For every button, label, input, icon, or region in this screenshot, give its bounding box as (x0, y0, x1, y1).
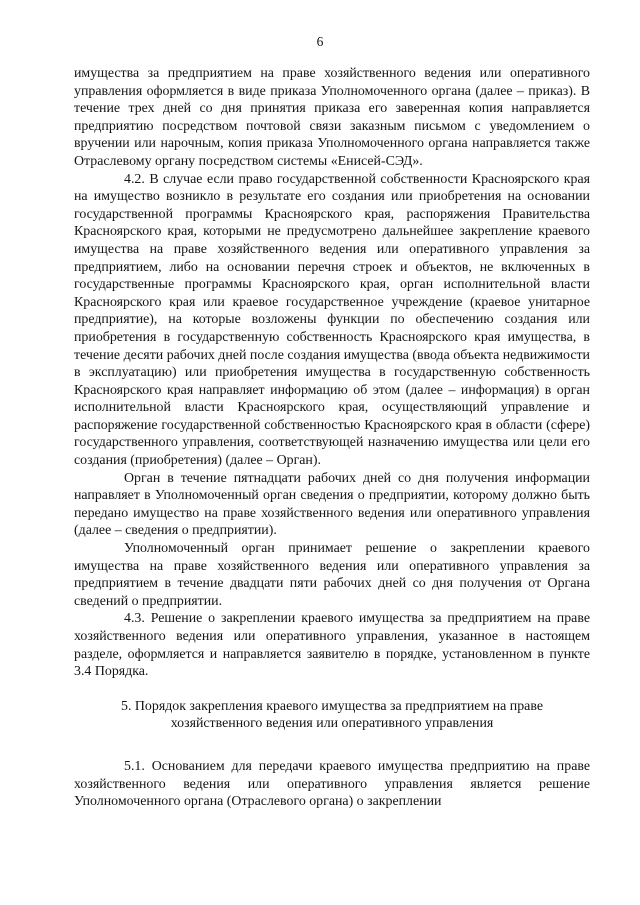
page-number: 6 (316, 34, 324, 49)
section-5-heading (74, 698, 590, 733)
paragraph-continuation: имущества за предприятием на праве хозяйственного ведения или оперативного управления оформляется в виде приказа Уполномоченного органа (далее – приказ). В течение трех дней со дня принятия приказа его заверенная копия направляется предприятию посредством почтовой связи заказным письмом с уведомлением о вручении или нарочным, копия приказа Уполномоченного органа направляется также Отраслевому органу посредством системы «Енисей-СЭД». (74, 66, 590, 169)
paragraph-organ-term: Орган в течение пятнадцати рабочих дней со дня получения информации направляет в Уполномоченный орган сведения о предприятии, которому должно быть передано имущество на праве хозяйственного ведения или оперативного управления (далее – сведения о предприятии). (74, 470, 590, 539)
paragraph-4-3: 4.3. Решение о закреплении краевого имущества за предприятием на праве хозяйственного ведения или оперативного управления, указанное в настоящем разделе, оформляется и направляется заявителю в порядке, установленном в пункте 3.4 Порядка. (74, 611, 590, 680)
section-5-heading-line-2: хозяйственного ведения или оперативного управления (170, 716, 494, 732)
document-body (74, 65, 590, 811)
paragraph-5-1: 5.1. Основанием для передачи краевого имущества предприятию на праве хозяйственного ведения или оперативного управления является решение Уполномоченного органа (Отраслевого органа) о закреплении (74, 758, 590, 810)
paragraph-decision: Уполномоченный орган принимает решение о закреплении краевого имущества на праве хозяйственного ведения или оперативного управления за предприятием в течение двадцати пяти рабочих дней со дня получения от Органа сведений о предприятии. (74, 541, 590, 609)
section-5-heading-line-1: 5. Порядок закрепления краевого имущества за предприятием на праве (121, 698, 543, 714)
paragraph-4-2: 4.2. В случае если право государственной собственности Красноярского края на имущество возникло в результате его создания или приобретения на основании государственной программы Красноярского края, распоряжения Правительства Красноярского края, которыми не предусмотрено дальнейшее закрепление краевого имущества на праве хозяйственного ведения или оперативного управления за предприятием, либо на основании перечня строек и объектов, не включенных в государственные программы Красноярского края, орган исполнительной власти Красноярского края или краевое государственное учреждение (краевое унитарное предприятие), на которые возложены функции по обеспечению создания или приобретения в государственную собственность Красноярского края имущества, в течение десяти рабочих дней после создания имущества (ввода объекта недвижимости в эксплуатацию) или приобретения имущества в государственную собственность Красноярского края направляет информацию об этом (далее – информация) в орган исполнительной власти Красноярского края, осуществляющий управление и распоряжение государственной собственностью Красноярского края в области (сфере) государственного управления, соответствующей назначению имущества или цели его создания (приобретения) (далее – Орган). (74, 171, 590, 469)
